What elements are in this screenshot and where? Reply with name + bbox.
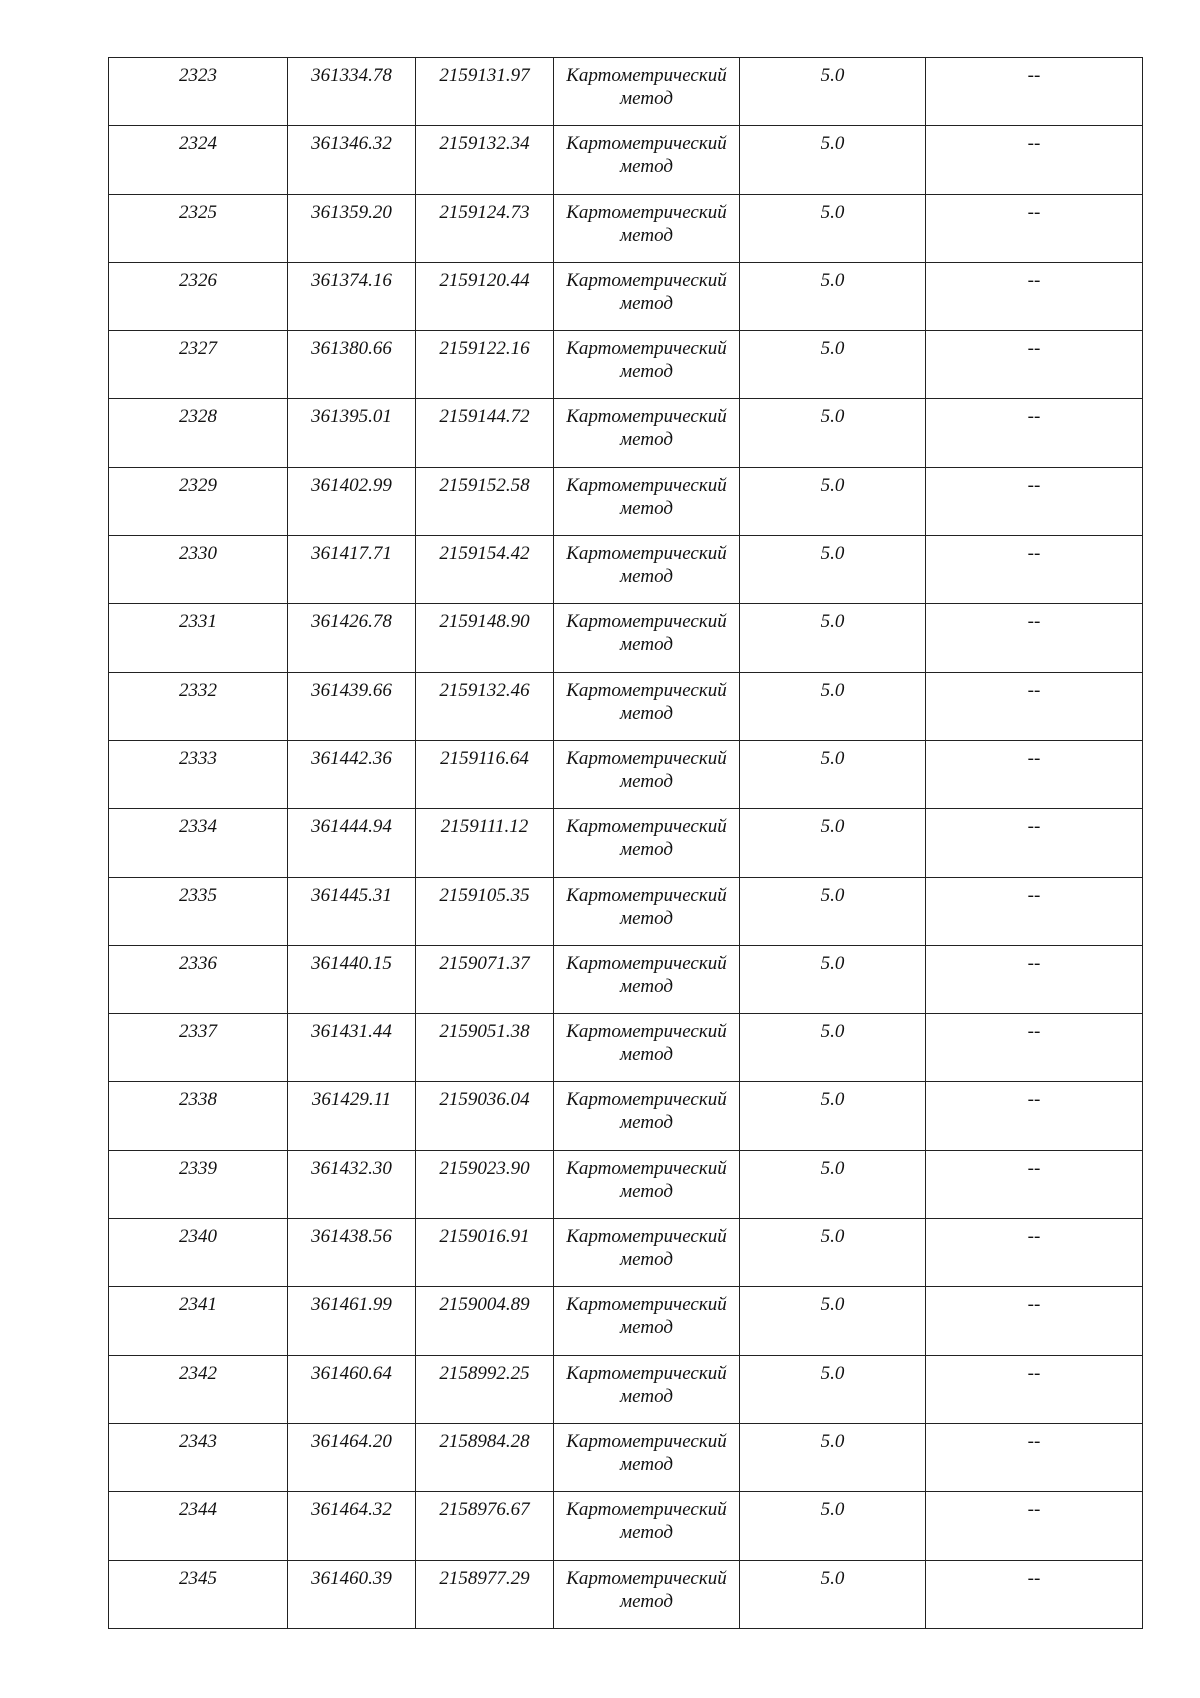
point-number-cell: 2330	[109, 536, 288, 604]
note-cell: --	[926, 672, 1143, 740]
y-coordinate-cell: 2159036.04	[416, 1082, 554, 1150]
method-line-1: Картометрический	[566, 1499, 727, 1521]
method-line-1: Картометрический	[566, 338, 727, 360]
method-cell	[554, 672, 740, 740]
note-cell: --	[926, 877, 1143, 945]
accuracy-cell: 5.0	[740, 945, 926, 1013]
note-cell: --	[926, 1014, 1143, 1082]
x-coordinate-cell: 361440.15	[288, 945, 416, 1013]
accuracy-cell: 5.0	[740, 1287, 926, 1355]
y-coordinate-cell: 2159154.42	[416, 536, 554, 604]
note-cell: --	[926, 1082, 1143, 1150]
table-row	[109, 877, 1143, 945]
table-row	[109, 1082, 1143, 1150]
point-number-cell: 2326	[109, 262, 288, 330]
note-cell: --	[926, 467, 1143, 535]
y-coordinate-cell: 2159023.90	[416, 1150, 554, 1218]
note-cell: --	[926, 58, 1143, 126]
y-coordinate-cell: 2159148.90	[416, 604, 554, 672]
method-line-2: метод	[620, 156, 673, 178]
table-row	[109, 1423, 1143, 1491]
method-line-1: Картометрический	[566, 1430, 727, 1452]
point-number-cell: 2333	[109, 740, 288, 808]
accuracy-cell: 5.0	[740, 604, 926, 672]
accuracy-cell: 5.0	[740, 58, 926, 126]
note-cell: --	[926, 1355, 1143, 1423]
table-row	[109, 1492, 1143, 1560]
method-line-2: метод	[620, 1249, 673, 1271]
accuracy-cell: 5.0	[740, 262, 926, 330]
method-cell	[554, 194, 740, 262]
method-cell	[554, 399, 740, 467]
method-line-1: Картометрический	[566, 543, 727, 565]
y-coordinate-cell: 2159122.16	[416, 331, 554, 399]
note-cell: --	[926, 194, 1143, 262]
point-number-cell: 2323	[109, 58, 288, 126]
table-row	[109, 672, 1143, 740]
y-coordinate-cell: 2159131.97	[416, 58, 554, 126]
x-coordinate-cell: 361374.16	[288, 262, 416, 330]
table-row	[109, 1014, 1143, 1082]
accuracy-cell: 5.0	[740, 467, 926, 535]
method-cell	[554, 1287, 740, 1355]
table-row	[109, 467, 1143, 535]
y-coordinate-cell: 2158984.28	[416, 1423, 554, 1491]
table-body	[109, 58, 1143, 1629]
table-row	[109, 604, 1143, 672]
x-coordinate-cell: 361429.11	[288, 1082, 416, 1150]
method-line-2: метод	[620, 1453, 673, 1475]
accuracy-cell: 5.0	[740, 809, 926, 877]
x-coordinate-cell: 361464.32	[288, 1492, 416, 1560]
note-cell: --	[926, 740, 1143, 808]
x-coordinate-cell: 361395.01	[288, 399, 416, 467]
point-number-cell: 2335	[109, 877, 288, 945]
note-cell: --	[926, 1287, 1143, 1355]
table-row	[109, 1287, 1143, 1355]
point-number-cell: 2329	[109, 467, 288, 535]
x-coordinate-cell: 361464.20	[288, 1423, 416, 1491]
table-row	[109, 399, 1143, 467]
method-line-1: Картометрический	[566, 1089, 727, 1111]
point-number-cell: 2342	[109, 1355, 288, 1423]
y-coordinate-cell: 2159004.89	[416, 1287, 554, 1355]
method-line-2: метод	[620, 770, 673, 792]
x-coordinate-cell: 361432.30	[288, 1150, 416, 1218]
y-coordinate-cell: 2159051.38	[416, 1014, 554, 1082]
method-cell	[554, 809, 740, 877]
point-number-cell: 2338	[109, 1082, 288, 1150]
method-line-2: метод	[620, 839, 673, 861]
point-number-cell: 2324	[109, 126, 288, 194]
table-row	[109, 126, 1143, 194]
accuracy-cell: 5.0	[740, 1219, 926, 1287]
y-coordinate-cell: 2158992.25	[416, 1355, 554, 1423]
point-number-cell: 2325	[109, 194, 288, 262]
method-line-2: метод	[620, 634, 673, 656]
accuracy-cell: 5.0	[740, 1423, 926, 1491]
method-cell	[554, 1560, 740, 1628]
y-coordinate-cell: 2159071.37	[416, 945, 554, 1013]
method-line-1: Картометрический	[566, 474, 727, 496]
x-coordinate-cell: 361444.94	[288, 809, 416, 877]
method-line-2: метод	[620, 1317, 673, 1339]
note-cell: --	[926, 1423, 1143, 1491]
method-cell	[554, 536, 740, 604]
accuracy-cell: 5.0	[740, 126, 926, 194]
note-cell: --	[926, 945, 1143, 1013]
method-line-1: Картометрический	[566, 884, 727, 906]
method-line-2: метод	[620, 292, 673, 314]
x-coordinate-cell: 361460.39	[288, 1560, 416, 1628]
y-coordinate-cell: 2159144.72	[416, 399, 554, 467]
method-line-2: метод	[620, 566, 673, 588]
method-line-1: Картометрический	[566, 1362, 727, 1384]
point-number-cell: 2328	[109, 399, 288, 467]
method-cell	[554, 1014, 740, 1082]
y-coordinate-cell: 2159132.34	[416, 126, 554, 194]
accuracy-cell: 5.0	[740, 877, 926, 945]
accuracy-cell: 5.0	[740, 1014, 926, 1082]
accuracy-cell: 5.0	[740, 194, 926, 262]
note-cell: --	[926, 126, 1143, 194]
y-coordinate-cell: 2159016.91	[416, 1219, 554, 1287]
table-row	[109, 262, 1143, 330]
point-number-cell: 2327	[109, 331, 288, 399]
method-line-1: Картометрический	[566, 1294, 727, 1316]
method-cell	[554, 331, 740, 399]
method-cell	[554, 945, 740, 1013]
point-number-cell: 2337	[109, 1014, 288, 1082]
accuracy-cell: 5.0	[740, 672, 926, 740]
note-cell: --	[926, 1150, 1143, 1218]
method-cell	[554, 58, 740, 126]
method-cell	[554, 1423, 740, 1491]
method-line-2: метод	[620, 1522, 673, 1544]
y-coordinate-cell: 2158977.29	[416, 1560, 554, 1628]
note-cell: --	[926, 1492, 1143, 1560]
method-line-2: метод	[620, 1180, 673, 1202]
table-row	[109, 809, 1143, 877]
method-cell	[554, 1150, 740, 1218]
table-row	[109, 740, 1143, 808]
x-coordinate-cell: 361359.20	[288, 194, 416, 262]
y-coordinate-cell: 2158976.67	[416, 1492, 554, 1560]
table-row	[109, 536, 1143, 604]
point-number-cell: 2341	[109, 1287, 288, 1355]
note-cell: --	[926, 1560, 1143, 1628]
method-line-2: метод	[620, 1385, 673, 1407]
x-coordinate-cell: 361431.44	[288, 1014, 416, 1082]
point-number-cell: 2336	[109, 945, 288, 1013]
method-line-2: метод	[620, 429, 673, 451]
point-number-cell: 2331	[109, 604, 288, 672]
x-coordinate-cell: 361426.78	[288, 604, 416, 672]
table-row	[109, 1219, 1143, 1287]
y-coordinate-cell: 2159116.64	[416, 740, 554, 808]
point-number-cell: 2343	[109, 1423, 288, 1491]
accuracy-cell: 5.0	[740, 1560, 926, 1628]
method-cell	[554, 1082, 740, 1150]
method-line-1: Картометрический	[566, 133, 727, 155]
x-coordinate-cell: 361445.31	[288, 877, 416, 945]
table-row	[109, 1560, 1143, 1628]
method-line-2: метод	[620, 907, 673, 929]
method-cell	[554, 740, 740, 808]
accuracy-cell: 5.0	[740, 740, 926, 808]
x-coordinate-cell: 361346.32	[288, 126, 416, 194]
note-cell: --	[926, 331, 1143, 399]
table-row	[109, 1150, 1143, 1218]
method-cell	[554, 467, 740, 535]
accuracy-cell: 5.0	[740, 1355, 926, 1423]
accuracy-cell: 5.0	[740, 331, 926, 399]
table-row	[109, 1355, 1143, 1423]
y-coordinate-cell: 2159111.12	[416, 809, 554, 877]
coordinates-table	[108, 57, 1143, 1629]
x-coordinate-cell: 361439.66	[288, 672, 416, 740]
accuracy-cell: 5.0	[740, 399, 926, 467]
method-cell	[554, 877, 740, 945]
y-coordinate-cell: 2159120.44	[416, 262, 554, 330]
x-coordinate-cell: 361334.78	[288, 58, 416, 126]
table-row	[109, 58, 1143, 126]
point-number-cell: 2340	[109, 1219, 288, 1287]
method-line-1: Картометрический	[566, 679, 727, 701]
method-cell	[554, 1492, 740, 1560]
method-cell	[554, 604, 740, 672]
note-cell: --	[926, 604, 1143, 672]
method-line-2: метод	[620, 361, 673, 383]
x-coordinate-cell: 361402.99	[288, 467, 416, 535]
method-line-2: метод	[620, 1044, 673, 1066]
method-line-2: метод	[620, 1590, 673, 1612]
y-coordinate-cell: 2159124.73	[416, 194, 554, 262]
x-coordinate-cell: 361461.99	[288, 1287, 416, 1355]
table-row	[109, 945, 1143, 1013]
method-cell	[554, 126, 740, 194]
point-number-cell: 2334	[109, 809, 288, 877]
method-line-1: Картометрический	[566, 611, 727, 633]
table-row	[109, 194, 1143, 262]
x-coordinate-cell: 361438.56	[288, 1219, 416, 1287]
y-coordinate-cell: 2159105.35	[416, 877, 554, 945]
method-line-1: Картометрический	[566, 201, 727, 223]
method-cell	[554, 262, 740, 330]
note-cell: --	[926, 809, 1143, 877]
method-line-1: Картометрический	[566, 1567, 727, 1589]
method-line-2: метод	[620, 975, 673, 997]
method-line-1: Картометрический	[566, 1226, 727, 1248]
method-line-2: метод	[620, 497, 673, 519]
accuracy-cell: 5.0	[740, 1150, 926, 1218]
point-number-cell: 2344	[109, 1492, 288, 1560]
accuracy-cell: 5.0	[740, 1082, 926, 1150]
method-line-2: метод	[620, 88, 673, 109]
note-cell: --	[926, 536, 1143, 604]
method-cell	[554, 1219, 740, 1287]
x-coordinate-cell: 361460.64	[288, 1355, 416, 1423]
y-coordinate-cell: 2159152.58	[416, 467, 554, 535]
point-number-cell: 2345	[109, 1560, 288, 1628]
y-coordinate-cell: 2159132.46	[416, 672, 554, 740]
x-coordinate-cell: 361442.36	[288, 740, 416, 808]
note-cell: --	[926, 262, 1143, 330]
method-line-1: Картометрический	[566, 816, 727, 838]
method-line-1: Картометрический	[566, 1157, 727, 1179]
method-line-1: Картометрический	[566, 406, 727, 428]
note-cell: --	[926, 399, 1143, 467]
x-coordinate-cell: 361417.71	[288, 536, 416, 604]
table-row	[109, 331, 1143, 399]
method-line-2: метод	[620, 702, 673, 724]
method-line-1: Картометрический	[566, 65, 727, 86]
method-line-1: Картометрический	[566, 952, 727, 974]
point-number-cell: 2339	[109, 1150, 288, 1218]
method-line-2: метод	[620, 1112, 673, 1134]
point-number-cell: 2332	[109, 672, 288, 740]
accuracy-cell: 5.0	[740, 1492, 926, 1560]
note-cell: --	[926, 1219, 1143, 1287]
method-line-1: Картометрический	[566, 747, 727, 769]
x-coordinate-cell: 361380.66	[288, 331, 416, 399]
accuracy-cell: 5.0	[740, 536, 926, 604]
method-cell	[554, 1355, 740, 1423]
method-line-1: Картометрический	[566, 1021, 727, 1043]
method-line-1: Картометрический	[566, 269, 727, 291]
method-line-2: метод	[620, 224, 673, 246]
